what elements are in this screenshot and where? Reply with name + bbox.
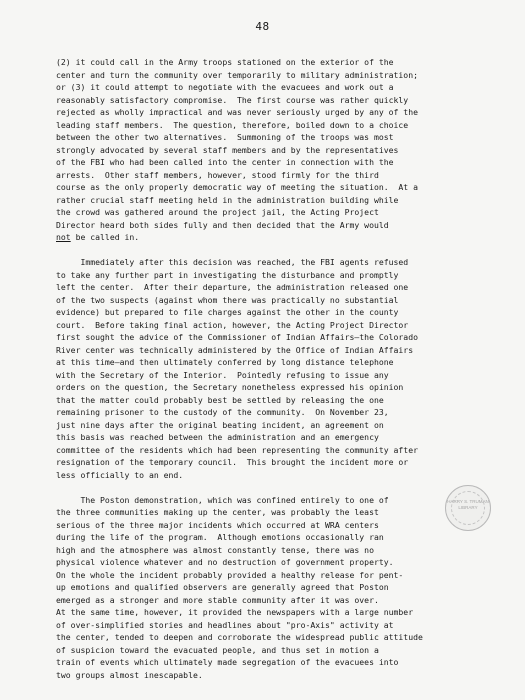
paragraph-1 [56, 56, 476, 244]
text-line: up emotions and qualified observers are generally agreed that Poston [56, 582, 389, 592]
text-line: arrests. Other staff members, however, stood firmly for the third [56, 169, 379, 180]
text-line: left the center. After their departure, the administration released one [56, 282, 409, 292]
text-line: River center was technically administered by the Office of Indian Affairs [56, 344, 414, 355]
paragraph-2 [56, 256, 476, 481]
text-line: leading staff members. The question, therefore, boiled down to a choice [56, 119, 409, 130]
page-number: 48 [255, 20, 270, 33]
text-line: resignation of the temporary council. This brought the incident more or [56, 457, 409, 467]
text-line: of over-simplified stories and headlines about "pro-Axis" activity at [56, 619, 394, 630]
text-line [56, 231, 476, 244]
underlined-word: not [56, 232, 71, 242]
text-line: committee of the residents which had been representing the community after [56, 444, 418, 455]
text-line: (2) it could call in the Army troops stationed on the exterior of the [56, 57, 394, 67]
text-line: with the Secretary of the Interior. Pointedly refusing to issue any [56, 369, 389, 380]
text-line: just nine days after the original beating incident, an agreement on [56, 419, 384, 430]
text-line: first sought the advice of the Commissioner of Indian Affairs—the Colorado [56, 332, 418, 342]
text-line: that the matter could probably best be settled by releasing the one [56, 394, 384, 405]
text-line: course as the only properly democratic way of meeting the situation. At a [56, 182, 418, 192]
text-line: less officially to an end. [56, 469, 184, 480]
text-line: at this time—and then ultimately conferred by long distance telephone [56, 357, 394, 367]
text-line: this basis was reached between the administration and an emergency [56, 432, 379, 442]
stamp-line-2: LIBRARY [458, 505, 478, 510]
paragraph-3 [56, 494, 476, 682]
text-line: two groups almost inescapable. [56, 669, 203, 680]
text-line: rather crucial staff meeting held in the administration building while [56, 194, 399, 205]
text-line: The Poston demonstration, which was confined entirely to one of [56, 494, 389, 505]
text-line: of the two suspects (against whom there was practically no substantial [56, 294, 399, 305]
text-line: of the FBI who had been called into the center in connection with the [56, 157, 394, 167]
text-line: train of events which ultimately made segregation of the evacuees into [56, 657, 399, 667]
document-body [56, 56, 476, 694]
text-line: At the same time, however, it provided the newspapers with a large number [56, 607, 414, 617]
text-line: remaining prisoner to the custody of the community. On November 23, [56, 407, 389, 417]
line-remainder: be called in. [70, 232, 140, 242]
text-line: court. Before taking final action, however, the Acting Project Director [56, 319, 409, 330]
text-line: orders on the question, the Secretary nonetheless expressed his opinion [56, 382, 404, 392]
text-line: of suspicion toward the evacuated people, and thus set in motion a [56, 644, 379, 655]
text-line: Immediately after this decision was reached, the FBI agents refused [56, 257, 409, 267]
text-line: On the whole the incident probably provided a healthy release for pent- [56, 569, 404, 580]
text-line: rejected as wholly impractical and was never seriously urged by any of the [56, 107, 418, 117]
text-line: center and turn the community over temporarily to military administration; [56, 69, 418, 80]
stamp-text [446, 499, 490, 511]
library-stamp [445, 485, 491, 531]
text-line: evidence) but prepared to file charges against the other in the county [56, 307, 399, 317]
text-line: the crowd was gathered around the project jail, the Acting Project [56, 207, 379, 217]
text-line: Director heard both sides fully and then decided that the Army would [56, 219, 389, 230]
text-line: emerged as a stronger and more stable community after it was over. [56, 594, 379, 605]
text-line: to take any further part in investigating the disturbance and promptly [56, 269, 399, 280]
text-line: serious of the three major incidents which occurred at WRA centers [56, 519, 379, 530]
text-line: high and the atmosphere was almost constantly tense, there was no [56, 544, 374, 555]
text-line: the three communities making up the center, was probably the least [56, 507, 379, 517]
text-line: or (3) it could attempt to negotiate with the evacuees and work out a [56, 82, 394, 92]
text-line: the center, tended to deepen and corroborate the widespread public attitude [56, 632, 423, 642]
text-line: between the other two alternatives. Summoning of the troops was most [56, 132, 394, 142]
text-line: strongly advocated by several staff members and by the representatives [56, 144, 399, 155]
stamp-line-1: HARRY S. TRUMAN [447, 499, 489, 504]
text-line: reasonably satisfactory compromise. The first course was rather quickly [56, 94, 409, 105]
text-line: during the life of the program. Although emotions occasionally ran [56, 532, 384, 542]
text-line: physical violence whatever and no destruction of government property. [56, 557, 394, 567]
